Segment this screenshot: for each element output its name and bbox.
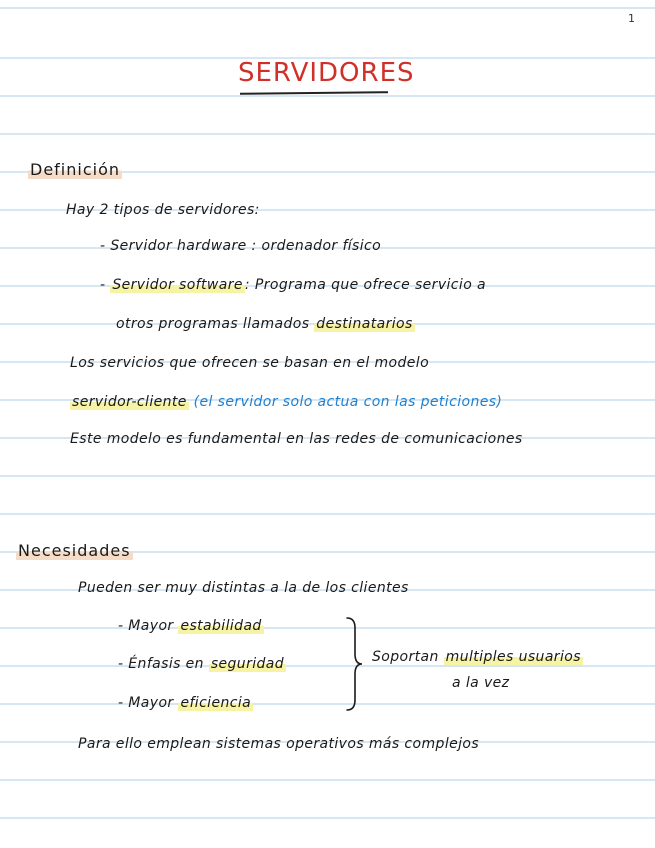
continuation-text: otros programas llamados <box>116 316 310 332</box>
need-prefix: - Mayor <box>118 618 174 634</box>
heading-text: Necesidades <box>18 541 131 560</box>
need-item-security <box>118 656 286 672</box>
need-item-efficiency <box>118 695 253 711</box>
needs-outro-line: Para ello emplean sistemas operativos más complejos <box>78 736 480 752</box>
dash: - <box>100 277 106 293</box>
highlighted-term: Servidor software <box>112 277 243 293</box>
blue-note: (el servidor solo actua con las peticiones) <box>193 394 503 410</box>
section-heading-necesidades <box>16 541 133 560</box>
needs-intro-line: Pueden ser muy distintas a la de los clientes <box>78 580 409 596</box>
brace-note-line2: a la vez <box>452 675 510 691</box>
brace-note-line1 <box>372 649 583 665</box>
section-heading-definicion <box>28 160 122 179</box>
list-item-software <box>100 277 486 293</box>
list-item-continuation <box>116 316 415 332</box>
page-title: SERVIDORES <box>238 58 415 88</box>
highlighted-term: seguridad <box>210 656 285 672</box>
model-line <box>70 394 502 410</box>
heading-text: Definición <box>30 160 120 179</box>
highlighted-term: eficiencia <box>180 695 252 711</box>
page-number: 1 <box>628 12 635 25</box>
need-prefix: - Mayor <box>118 695 174 711</box>
services-line: Los servicios que ofrecen se basan en el modelo <box>70 355 430 371</box>
list-item-hardware <box>100 238 381 254</box>
highlighted-term: destinatarios <box>316 316 413 332</box>
list-item-text: Programa que ofrece servicio a <box>254 277 486 293</box>
title-underline <box>240 91 388 95</box>
intro-line: Hay 2 tipos de servidores: <box>66 202 260 218</box>
brace-note-text: Soportan <box>372 649 439 665</box>
curly-brace-icon <box>345 616 363 712</box>
list-item-text: Servidor hardware : ordenador físico <box>110 238 382 254</box>
colon: : <box>244 277 251 293</box>
fundamental-line: Este modelo es fundamental en las redes de comunicaciones <box>70 431 523 447</box>
need-prefix: - Énfasis en <box>118 656 204 672</box>
need-item-stability <box>118 618 264 634</box>
dash: - <box>100 238 106 254</box>
highlighted-term: estabilidad <box>180 618 262 634</box>
highlighted-term: servidor-cliente <box>72 394 187 410</box>
highlighted-term: multiples usuarios <box>445 649 581 665</box>
